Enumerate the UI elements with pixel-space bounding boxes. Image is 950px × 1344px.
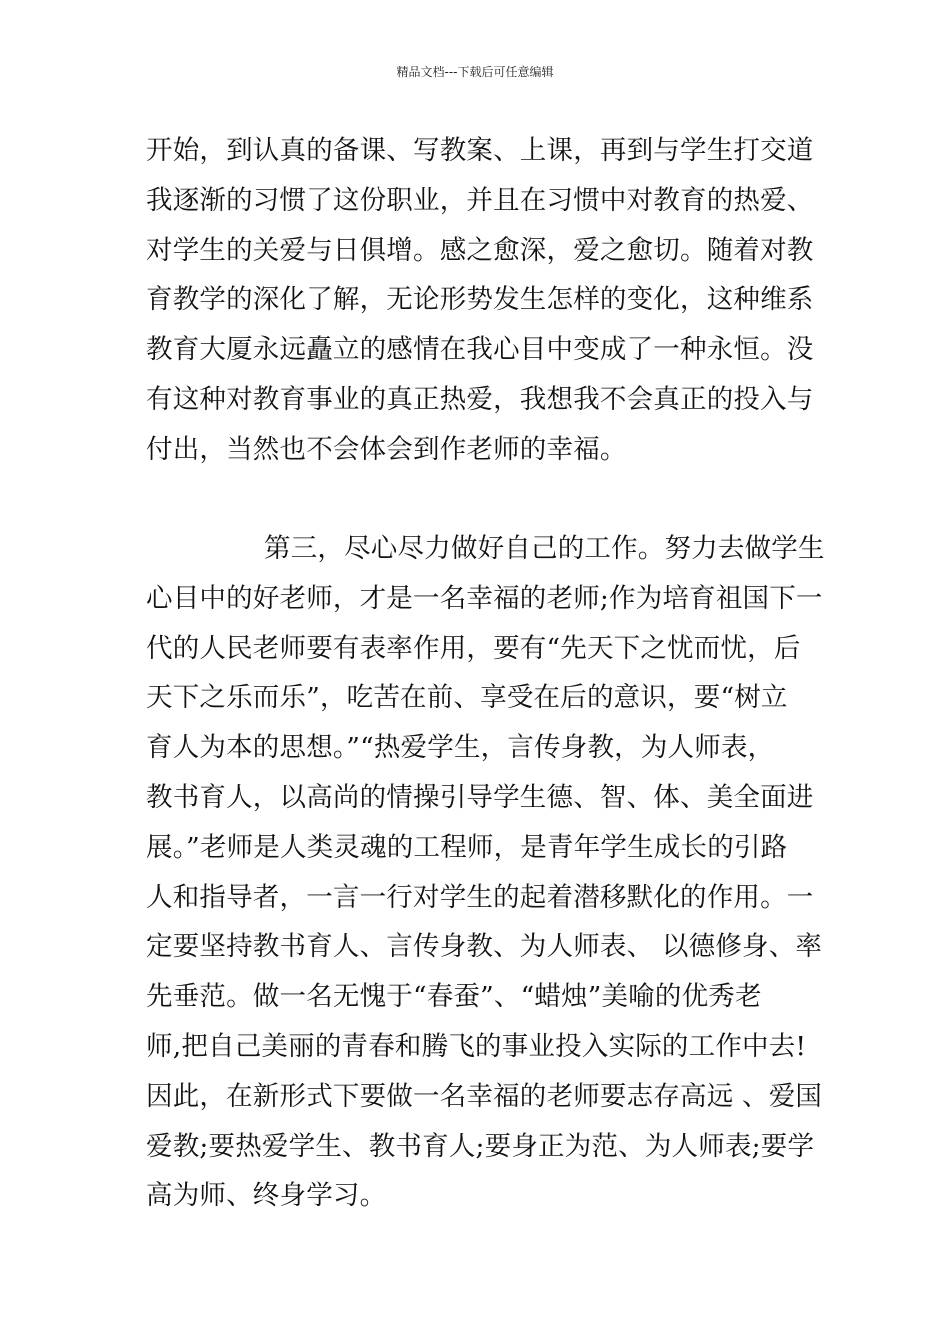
text-line: 人和指导者，一言一行对学生的起着潜移默化的作用。一	[146, 881, 814, 913]
text-line: 因此，在新形式下要做一名幸福的老师要志存高远 、爱国	[146, 1080, 823, 1112]
paragraph-1	[146, 126, 816, 475]
text-line: 育教学的深化了解，无论形势发生怎样的变化，这种维系	[146, 284, 814, 316]
text-line: 教书育人，以高尚的情操引导学生德、智、体、美全面进	[146, 781, 814, 813]
text-line-first: 第三，尽心尽力做好自己的工作。努力去做学生	[264, 533, 825, 564]
text-line: 心目中的好老师，才是一名幸福的老师;作为培育祖国下一	[146, 582, 823, 614]
text-line: 天下之乐而乐”，吃苦在前、享受在后的意识，要“树立	[146, 682, 788, 714]
text-line: 教育大厦永远矗立的感情在我心目中变成了一种永恒。没	[146, 334, 814, 366]
text-line: 付出，当然也不会体会到作老师的幸福。	[146, 433, 627, 465]
text-line: 高为师、终身学习。	[146, 1180, 387, 1212]
text-line: 有这种对教育事业的真正热爱，我想我不会真正的投入与	[146, 383, 814, 415]
text-line: 育人为本的思想。”“热爱学生，言传身教，为人师表，	[146, 732, 775, 764]
text-line: 定要坚持教书育人、言传身教、为人师表、 以德修身、率	[146, 931, 823, 963]
text-line: 爱教;要热爱学生、教书育人;要身正为范、为人师表;要学	[146, 1130, 815, 1162]
text-line: 开始，到认真的备课、写教案、上课，再到与学生打交道	[146, 135, 814, 166]
text-line: 我逐渐的习惯了这份职业，并且在习惯中对教育的热爱、	[146, 184, 814, 216]
text-line: 代的人民老师要有表率作用，要有“先天下之忧而忧，后	[146, 632, 801, 664]
paragraph-2	[146, 524, 825, 1221]
text-line: 先垂范。做一名无愧于“春蚕”、“蜡烛”美喻的优秀老	[146, 981, 762, 1013]
text-line: 师,把自己美丽的青春和腾飞的事业投入实际的工作中去!	[146, 1030, 807, 1062]
text-line: 展。”老师是人类灵魂的工程师，是青年学生成长的引路	[146, 831, 788, 863]
text-line: 对学生的关爱与日俱增。感之愈深，爱之愈切。随着对教	[146, 234, 814, 266]
page-header: 精品文档---下载后可任意编辑	[396, 65, 554, 79]
